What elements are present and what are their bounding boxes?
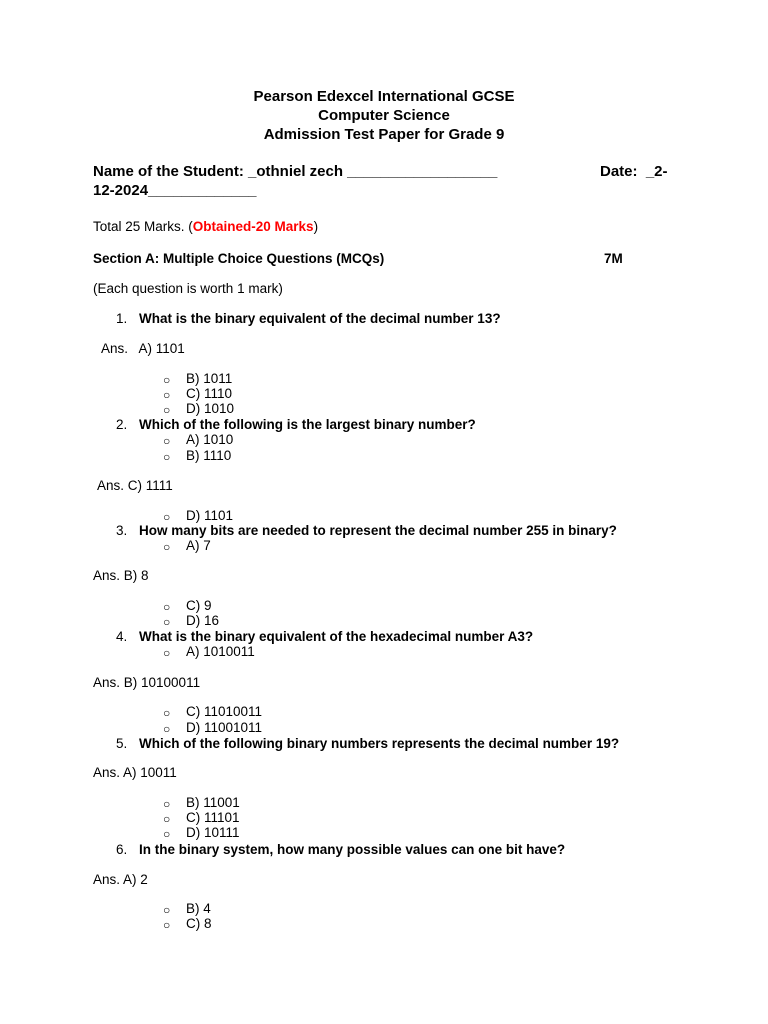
option: C) 1110 [186, 386, 233, 401]
question-number: 3. [116, 523, 128, 538]
bullet-icon: ○ [163, 388, 171, 402]
question-text: What is the binary equivalent of the decimal number 13? [139, 311, 501, 326]
question-number: 6. [116, 842, 128, 857]
answer-line: Ans. A) 2 [93, 872, 148, 887]
option: D) 11001011 [186, 720, 263, 735]
total-marks [93, 219, 318, 235]
question-text: Which of the following binary numbers represents the decimal number 19? [139, 736, 620, 751]
option: C) 9 [186, 598, 212, 613]
question-number: 1. [116, 311, 128, 326]
option: D) 1101 [186, 508, 234, 523]
bullet-icon: ○ [163, 615, 171, 629]
question-number: 2. [116, 417, 128, 432]
bullet-icon: ○ [163, 373, 171, 387]
obtained-marks: Obtained-20 Marks [192, 219, 314, 234]
bullet-icon: ○ [163, 797, 171, 811]
option: B) 4 [186, 901, 211, 916]
answer-line: Ans. B) 10100011 [93, 675, 201, 690]
question-text: Which of the following is the largest binary number? [139, 417, 476, 432]
option: D) 1010 [186, 401, 235, 416]
answer-line: Ans. C) 1111 [97, 478, 173, 493]
option: A) 7 [186, 538, 211, 553]
bullet-icon: ○ [163, 510, 171, 524]
option: D) 10111 [186, 825, 240, 840]
bullet-icon: ○ [163, 722, 171, 736]
total-marks-prefix: Total 25 Marks. ( [93, 219, 193, 234]
question-text: In the binary system, how many possible values can one bit have? [139, 842, 566, 857]
option: C) 8 [186, 916, 212, 931]
bullet-icon: ○ [163, 918, 171, 932]
question-number: 4. [116, 629, 128, 644]
option: D) 16 [186, 613, 220, 628]
answer-line: Ans. A) 1101 [101, 341, 185, 356]
header-line-3: Admission Test Paper for Grade 9 [263, 126, 505, 143]
answer-line: Ans. A) 10011 [93, 765, 177, 780]
option: A) 1010 [186, 432, 234, 447]
bullet-icon: ○ [163, 403, 171, 417]
option: A) 1010011 [186, 644, 255, 659]
question-number: 5. [116, 736, 128, 751]
section-a-title: Section A: Multiple Choice Questions (MCQs) [93, 251, 385, 266]
option: C) 11101 [186, 810, 240, 825]
bullet-icon: ○ [163, 450, 171, 464]
total-marks-suffix: ) [313, 219, 319, 234]
bullet-icon: ○ [163, 827, 171, 841]
bullet-icon: ○ [163, 903, 171, 917]
header-line-2: Computer Science [318, 107, 450, 124]
bullet-icon: ○ [163, 812, 171, 826]
bullet-icon: ○ [163, 706, 171, 720]
bullet-icon: ○ [163, 646, 171, 660]
date-continuation: 12-2024_____________ [93, 182, 257, 199]
option: B) 11001 [186, 795, 240, 810]
answer-line: Ans. B) 8 [93, 568, 149, 583]
option: B) 1011 [186, 371, 233, 386]
bullet-icon: ○ [163, 434, 171, 448]
date-label: Date: _2- [600, 163, 668, 180]
option: C) 11010011 [186, 704, 263, 719]
bullet-icon: ○ [163, 600, 171, 614]
header-line-1: Pearson Edexcel International GCSE [253, 88, 515, 105]
option: B) 1110 [186, 448, 232, 463]
student-name-line: Name of the Student: _othniel zech __________________ [93, 163, 498, 180]
section-a-note: (Each question is worth 1 mark) [93, 281, 283, 296]
question-text: What is the binary equivalent of the hexadecimal number A3? [139, 629, 534, 644]
bullet-icon: ○ [163, 540, 171, 554]
question-text: How many bits are needed to represent the decimal number 255 in binary? [139, 523, 617, 538]
section-a-marks: 7M [604, 251, 623, 266]
